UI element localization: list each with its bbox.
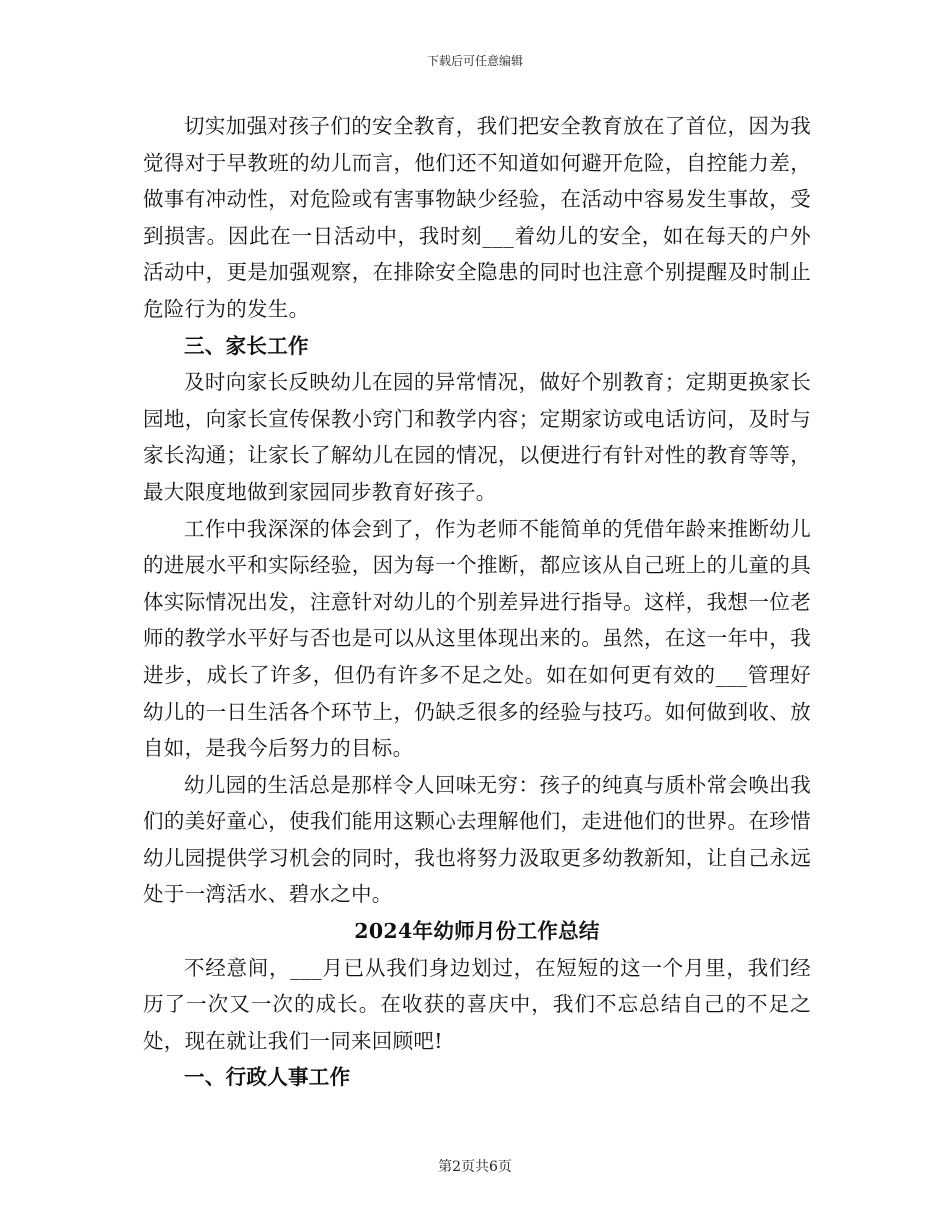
document-title: 2024年幼师月份工作总结 xyxy=(354,919,600,944)
section-heading-admin-work: 一、行政人事工作 xyxy=(184,1065,351,1090)
page-header: 下载后可任意编辑 xyxy=(426,54,523,68)
paragraph-safety-education: 切实加强对孩子们的安全教育，我们把安全教育放在了首位，因为我觉得对于早教班的幼儿而言，他们还不知道如何避开危险，自控能力差，做事有冲动性，对危险或有害事物缺少经验，在活动中容易发生事故，受到损害。因此在一日活动中，我时刻___着幼儿的安全，如在每天的户外活动中，更是加强观察，在排除安全隐患的同时也注意个别提醒及时制止危险行为的发生。 xyxy=(143,114,811,321)
document-body xyxy=(143,108,811,1096)
paragraph-intro: 不经意间，___月已从我们身边划过，在短短的这一个月里，我们经历了一次又一次的成长。在收获的喜庆中，我们不忘总结自己的不足之处，现在就让我们一同来回顾吧! xyxy=(143,955,811,1053)
paragraph-parents-communication: 及时向家长反映幼儿在园的异常情况，做好个别教育；定期更换家长园地，向家长宣传保教小窍门和教学内容；定期家访或电话访问，及时与家长沟通；让家长了解幼儿在园的情况，以便进行有针对性的教育等等，最大限度地做到家园同步教育好孩子。 xyxy=(143,370,811,504)
section-heading-parents-work: 三、家长工作 xyxy=(184,333,309,358)
page-footer: 第2页共6页 xyxy=(438,1159,512,1175)
paragraph-reflection: 工作中我深深的体会到了，作为老师不能简单的凭借年龄来推断幼儿的进展水平和实际经验，因为每一个推断，都应该从自己班上的儿童的具体实际情况出发，注意针对幼儿的个别差异进行指导。这样，我想一位老师的教学水平好与否也是可以从这里体现出来的。虽然，在这一年中，我进步，成长了许多，但仍有许多不足之处。如在如何更有效的___管理好幼儿的一日生活各个环节上，仍缺乏很多的经验与技巧。如何做到收、放自如，是我今后努力的目标。 xyxy=(143,516,811,761)
paragraph-closing: 幼儿园的生活总是那样令人回味无穷：孩子的纯真与质朴常会唤出我们的美好童心，使我们能用这颗心去理解他们，走进他们的世界。在珍惜幼儿园提供学习机会的同时，我也将努力汲取更多幼教新知，让自己永远处于一湾活水、碧水之中。 xyxy=(143,772,811,907)
